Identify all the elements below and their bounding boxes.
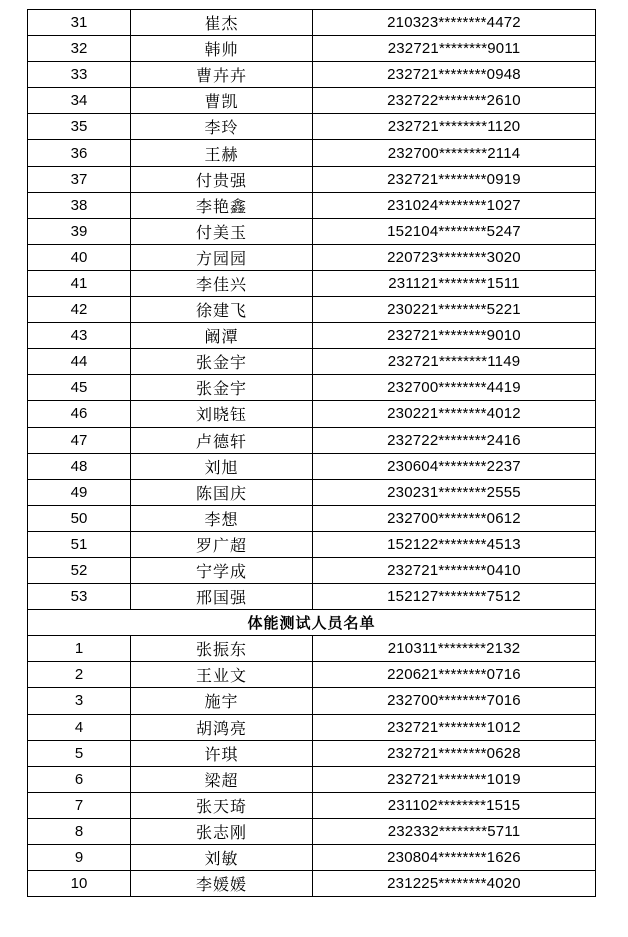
id-number: 152104********5247 (313, 218, 596, 244)
id-number: 232721********1019 (313, 766, 596, 792)
table-row (28, 479, 596, 505)
id-number: 232332********5711 (313, 818, 596, 844)
person-name: 王业文 (131, 662, 313, 688)
row-number: 48 (28, 453, 131, 479)
row-number: 51 (28, 531, 131, 557)
table-row (28, 427, 596, 453)
table-row (28, 557, 596, 583)
person-name: 李玲 (131, 114, 313, 140)
row-number: 5 (28, 740, 131, 766)
section-title: 体能测试人员名单 (28, 610, 596, 636)
person-name: 张金宇 (131, 375, 313, 401)
person-name: 施宇 (131, 688, 313, 714)
table-row (28, 140, 596, 166)
person-name: 曹凯 (131, 88, 313, 114)
person-name: 张振东 (131, 636, 313, 662)
id-number: 232700********0612 (313, 505, 596, 531)
person-name: 李想 (131, 505, 313, 531)
id-number: 220723********3020 (313, 244, 596, 270)
person-name: 张天琦 (131, 792, 313, 818)
id-number: 152127********7512 (313, 584, 596, 610)
person-name: 李艳鑫 (131, 192, 313, 218)
row-number: 9 (28, 845, 131, 871)
id-number: 152122********4513 (313, 531, 596, 557)
table-row (28, 297, 596, 323)
id-number: 232700********7016 (313, 688, 596, 714)
id-number: 231225********4020 (313, 871, 596, 897)
person-name: 许琪 (131, 740, 313, 766)
id-number: 230221********5221 (313, 297, 596, 323)
row-number: 36 (28, 140, 131, 166)
table-row (28, 114, 596, 140)
row-number: 31 (28, 10, 131, 36)
table-row (28, 36, 596, 62)
id-number: 231024********1027 (313, 192, 596, 218)
person-name: 胡鸿亮 (131, 714, 313, 740)
section-header (28, 610, 596, 636)
row-number: 49 (28, 479, 131, 505)
table-row (28, 10, 596, 36)
row-number: 45 (28, 375, 131, 401)
row-number: 6 (28, 766, 131, 792)
roster-group-2 (28, 636, 596, 897)
id-number: 232721********1149 (313, 349, 596, 375)
row-number: 38 (28, 192, 131, 218)
table-row (28, 531, 596, 557)
person-name: 宁学成 (131, 557, 313, 583)
person-name: 李媛媛 (131, 871, 313, 897)
person-name: 韩帅 (131, 36, 313, 62)
roster-table (27, 9, 596, 897)
id-number: 230221********4012 (313, 401, 596, 427)
id-number: 232700********4419 (313, 375, 596, 401)
row-number: 43 (28, 323, 131, 349)
id-number: 220621********0716 (313, 662, 596, 688)
person-name: 崔杰 (131, 10, 313, 36)
table-row (28, 244, 596, 270)
person-name: 阚潭 (131, 323, 313, 349)
table-row (28, 218, 596, 244)
person-name: 刘旭 (131, 453, 313, 479)
table-row (28, 323, 596, 349)
row-number: 32 (28, 36, 131, 62)
person-name: 罗广超 (131, 531, 313, 557)
table-row (28, 88, 596, 114)
person-name: 梁超 (131, 766, 313, 792)
table-row (28, 349, 596, 375)
roster-document (27, 9, 594, 897)
table-row (28, 636, 596, 662)
table-row (28, 766, 596, 792)
row-number: 39 (28, 218, 131, 244)
id-number: 232700********2114 (313, 140, 596, 166)
table-row (28, 871, 596, 897)
row-number: 3 (28, 688, 131, 714)
person-name: 方园园 (131, 244, 313, 270)
row-number: 50 (28, 505, 131, 531)
id-number: 230231********2555 (313, 479, 596, 505)
person-name: 付美玉 (131, 218, 313, 244)
id-number: 230804********1626 (313, 845, 596, 871)
table-row (28, 845, 596, 871)
row-number: 41 (28, 270, 131, 296)
id-number: 231121********1511 (313, 270, 596, 296)
section-header-row (28, 610, 596, 636)
row-number: 46 (28, 401, 131, 427)
row-number: 10 (28, 871, 131, 897)
person-name: 陈国庆 (131, 479, 313, 505)
row-number: 1 (28, 636, 131, 662)
id-number: 210323********4472 (313, 10, 596, 36)
table-row (28, 662, 596, 688)
row-number: 47 (28, 427, 131, 453)
person-name: 卢德轩 (131, 427, 313, 453)
person-name: 李佳兴 (131, 270, 313, 296)
id-number: 232721********1120 (313, 114, 596, 140)
table-row (28, 792, 596, 818)
id-number: 232722********2610 (313, 88, 596, 114)
person-name: 刘敏 (131, 845, 313, 871)
row-number: 53 (28, 584, 131, 610)
id-number: 232721********9010 (313, 323, 596, 349)
table-row (28, 270, 596, 296)
id-number: 231102********1515 (313, 792, 596, 818)
person-name: 邢国强 (131, 584, 313, 610)
id-number: 232721********0948 (313, 62, 596, 88)
person-name: 刘晓钰 (131, 401, 313, 427)
id-number: 210311********2132 (313, 636, 596, 662)
roster-group-1 (28, 10, 596, 610)
row-number: 40 (28, 244, 131, 270)
person-name: 张金宇 (131, 349, 313, 375)
person-name: 徐建飞 (131, 297, 313, 323)
row-number: 35 (28, 114, 131, 140)
table-row (28, 714, 596, 740)
table-row (28, 740, 596, 766)
row-number: 2 (28, 662, 131, 688)
table-row (28, 453, 596, 479)
table-row (28, 505, 596, 531)
id-number: 232721********1012 (313, 714, 596, 740)
row-number: 37 (28, 166, 131, 192)
id-number: 232722********2416 (313, 427, 596, 453)
table-row (28, 818, 596, 844)
person-name: 付贵强 (131, 166, 313, 192)
person-name: 张志刚 (131, 818, 313, 844)
id-number: 232721********0410 (313, 557, 596, 583)
row-number: 44 (28, 349, 131, 375)
id-number: 232721********9011 (313, 36, 596, 62)
table-row (28, 401, 596, 427)
row-number: 52 (28, 557, 131, 583)
id-number: 232721********0628 (313, 740, 596, 766)
row-number: 4 (28, 714, 131, 740)
row-number: 33 (28, 62, 131, 88)
table-row (28, 584, 596, 610)
person-name: 王赫 (131, 140, 313, 166)
table-row (28, 688, 596, 714)
table-row (28, 62, 596, 88)
row-number: 7 (28, 792, 131, 818)
id-number: 232721********0919 (313, 166, 596, 192)
row-number: 8 (28, 818, 131, 844)
row-number: 34 (28, 88, 131, 114)
table-row (28, 375, 596, 401)
table-row (28, 192, 596, 218)
row-number: 42 (28, 297, 131, 323)
id-number: 230604********2237 (313, 453, 596, 479)
table-row (28, 166, 596, 192)
person-name: 曹卉卉 (131, 62, 313, 88)
